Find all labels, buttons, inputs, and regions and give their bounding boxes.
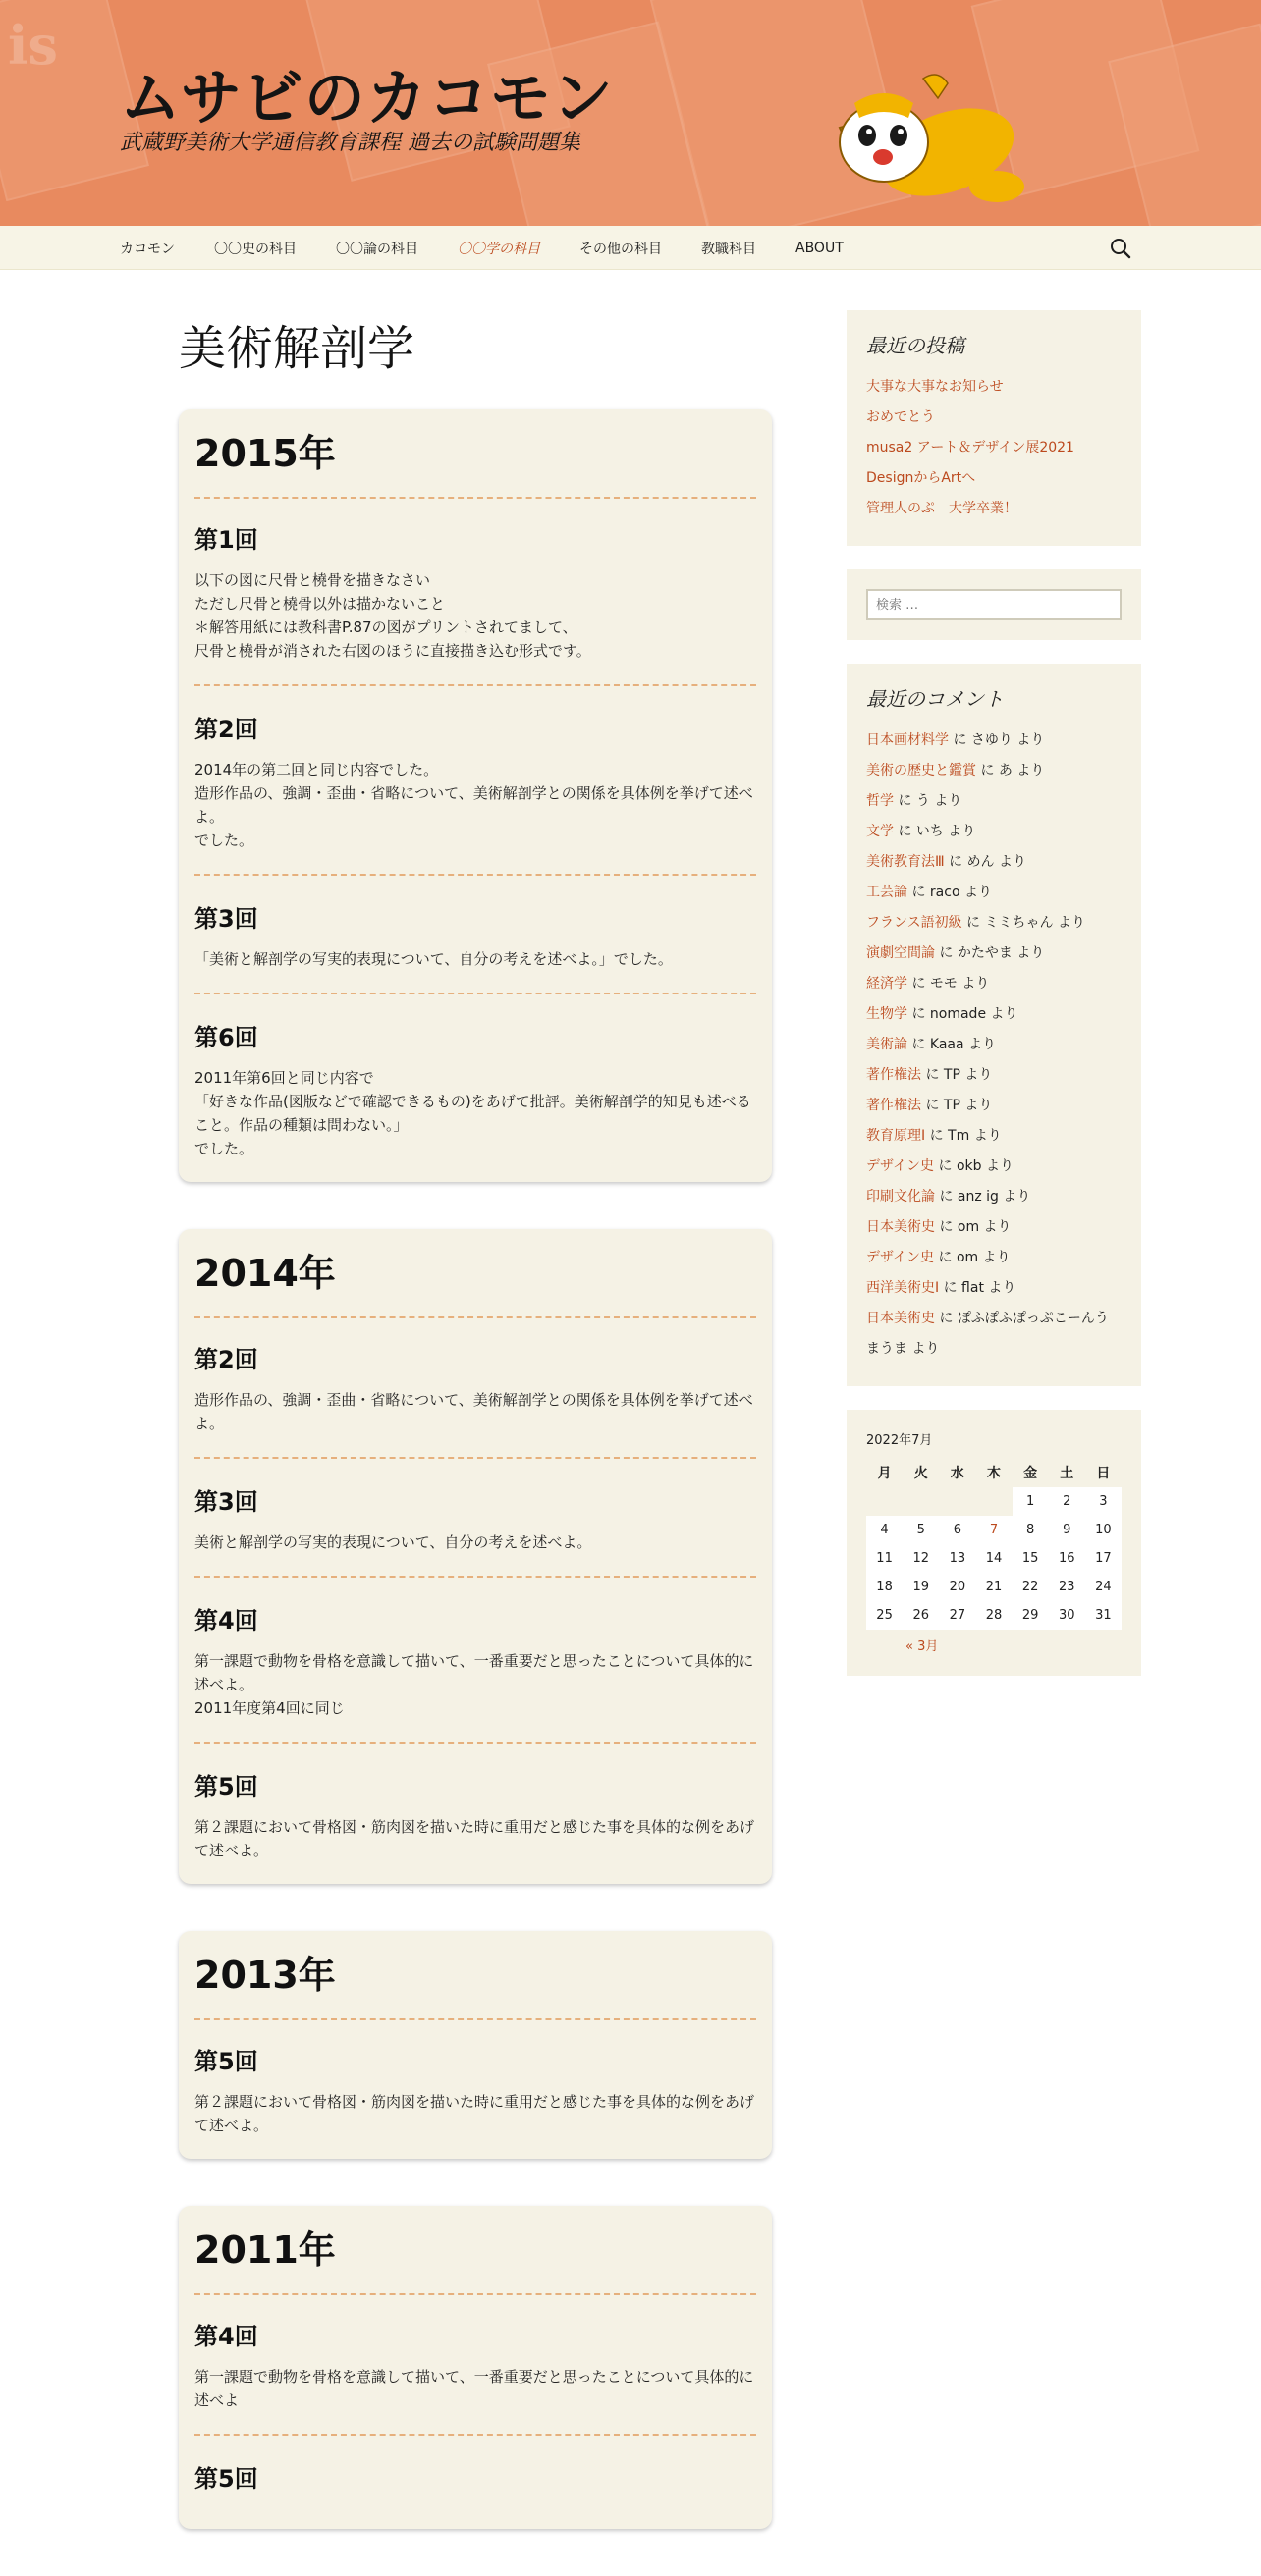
- calendar-day: 15: [1013, 1544, 1049, 1573]
- comment-by-word: より: [959, 885, 992, 900]
- comment-on-word: に: [935, 945, 958, 961]
- comment-author: ミミちゃん: [984, 915, 1054, 931]
- comment-post-link[interactable]: 演劇空間論: [866, 945, 935, 961]
- session-heading: 第1回: [194, 526, 258, 554]
- calendar-day: 4: [866, 1516, 903, 1544]
- calendar-day: 12: [903, 1544, 939, 1573]
- comment-author: ぽふぽふぽっぷこーんうまうま: [866, 1311, 1109, 1357]
- comment-author: Kaaa: [929, 1037, 964, 1052]
- session-text-line: 第一課題で動物を骨格を意識して描いて、一番重要だと思ったことについて具体的に述べよ。: [194, 1652, 754, 1693]
- comment-on-word: に: [894, 824, 916, 839]
- year-heading: 2014年: [194, 1243, 756, 1318]
- recent-post-link[interactable]: 大事な大事なお知らせ: [866, 379, 1004, 395]
- calendar-weekday: 木: [986, 1466, 1001, 1481]
- comment-post-link[interactable]: 工芸論: [866, 885, 907, 900]
- exam-session: [194, 1601, 756, 1744]
- recent-comment-item: [866, 1212, 1122, 1243]
- exam-years-list: [179, 409, 772, 2529]
- year-card: [179, 409, 772, 1182]
- comment-on-word: に: [907, 976, 930, 992]
- session-heading: 第5回: [194, 2048, 258, 2075]
- recent-comment-item: [866, 786, 1122, 817]
- comment-on-word: に: [907, 1037, 930, 1052]
- calendar-day: 24: [1085, 1573, 1122, 1601]
- calendar-week: [866, 1487, 1122, 1516]
- comment-author: さゆり: [970, 732, 1013, 748]
- session-text-line: 「好きな作品(図版などで確認できるもの)をあげて批評。美術解剖学的知見も述べること。作品の種類は問わない。」: [194, 1093, 751, 1134]
- comment-author: かたやま: [957, 945, 1013, 961]
- site-header: [0, 0, 1261, 226]
- recent-comment-item: [866, 1091, 1122, 1121]
- session-text-line: 美術と解剖学の写実的表現について、自分の考えを述べよ。: [194, 1533, 592, 1551]
- recent-comment-item: [866, 1030, 1122, 1060]
- recent-comment-item: [866, 999, 1122, 1030]
- calendar-day: 30: [1049, 1601, 1085, 1630]
- recent-comment-item: [866, 1273, 1122, 1304]
- calendar-day: 1: [1013, 1487, 1049, 1516]
- nav-item[interactable]: 〇〇学の科目: [458, 241, 540, 257]
- comment-on-word: に: [961, 915, 985, 931]
- comment-by-word: より: [907, 1341, 940, 1357]
- recent-posts-title: 最近の投稿: [866, 334, 964, 357]
- session-heading: 第4回: [194, 2323, 258, 2350]
- comment-on-word: に: [976, 763, 999, 778]
- comment-post-link[interactable]: 美術論: [866, 1037, 907, 1052]
- comment-by-word: より: [983, 1280, 1016, 1296]
- comment-on-word: に: [921, 1098, 944, 1113]
- calendar-weekday: 土: [1060, 1466, 1074, 1481]
- comment-by-word: より: [994, 854, 1027, 870]
- recent-comment-item: [866, 1243, 1122, 1273]
- comment-on-word: に: [921, 1067, 944, 1083]
- calendar-day: 21: [975, 1573, 1012, 1601]
- year-heading: 2015年: [194, 423, 756, 499]
- recent-post-link[interactable]: おめでとう: [866, 409, 935, 425]
- session-heading: 第2回: [194, 716, 258, 743]
- session-heading: 第5回: [194, 2465, 258, 2493]
- comment-by-word: より: [981, 1158, 1014, 1174]
- comment-by-word: より: [959, 1067, 993, 1083]
- exam-session: [194, 1767, 756, 1862]
- calendar-weekday: 日: [1096, 1466, 1111, 1481]
- calendar-day: 16: [1049, 1544, 1085, 1573]
- comment-post-link[interactable]: 著作権法: [866, 1067, 921, 1083]
- comment-post-link[interactable]: 美術教育法Ⅲ: [866, 854, 945, 870]
- nav-item[interactable]: 〇〇論の科目: [336, 241, 418, 257]
- calendar-day: 10: [1085, 1516, 1122, 1544]
- comment-post-link[interactable]: デザイン史: [866, 1250, 935, 1265]
- calendar-day: 18: [866, 1573, 903, 1601]
- session-text-line: 2011年度第4回に同じ: [194, 1699, 345, 1717]
- comment-post-link[interactable]: 哲学: [866, 793, 894, 809]
- comment-by-word: より: [978, 1250, 1011, 1265]
- comment-author: う: [915, 793, 930, 809]
- comment-author: TP: [943, 1098, 960, 1113]
- nav-item[interactable]: 教職科目: [701, 241, 756, 257]
- session-heading: 第5回: [194, 1773, 258, 1800]
- session-text-line: 尺骨と橈骨が消された右図のほうに直接描き込む形式です。: [194, 642, 591, 660]
- comment-on-word: に: [907, 1006, 930, 1022]
- comment-post-link[interactable]: 教育原理Ⅰ: [866, 1128, 926, 1144]
- calendar-empty-cell: [939, 1487, 975, 1516]
- search-widget: [847, 569, 1141, 640]
- calendar-day: 2: [1049, 1487, 1085, 1516]
- mascot-flying-squirrel-icon: [800, 59, 1026, 216]
- comment-author: TP: [943, 1067, 960, 1083]
- comment-post-link[interactable]: 生物学: [866, 1006, 907, 1022]
- exam-session: [194, 710, 756, 876]
- calendar-day: 31: [1085, 1601, 1122, 1630]
- calendar-day: 19: [903, 1573, 939, 1601]
- comment-by-word: より: [1012, 945, 1045, 961]
- recent-comment-item: [866, 1152, 1122, 1182]
- comment-by-word: より: [1012, 763, 1045, 778]
- session-text-line: 第２課題において骨格図・筋肉図を描いた時に重用だと感じた事を具体的な例をあげて述べよ。: [194, 1818, 755, 1859]
- recent-comment-item: [866, 847, 1122, 878]
- recent-posts-widget: [847, 310, 1141, 546]
- session-text-line: 「美術と解剖学の写実的表現について、自分の考えを述べよ。」でした。: [194, 950, 673, 968]
- session-text-line: 2014年の第二回と同じ内容でした。: [194, 761, 439, 778]
- comment-author: Tm: [948, 1128, 970, 1144]
- exam-session: [194, 520, 756, 686]
- comment-author: flat: [961, 1280, 984, 1296]
- calendar-table: [866, 1458, 1122, 1630]
- comment-post-link[interactable]: 日本美術史: [866, 1219, 935, 1235]
- calendar-day: 26: [903, 1601, 939, 1630]
- calendar-week: [866, 1601, 1122, 1630]
- comment-author: raco: [929, 885, 960, 900]
- year-card: [179, 1931, 772, 2159]
- site-description: 武蔵野美術大学通信教育課程 過去の試験問題集: [120, 131, 580, 155]
- recent-comment-item: [866, 1121, 1122, 1152]
- calendar-prev-month-link[interactable]: « 3月: [905, 1639, 939, 1654]
- recent-post-link[interactable]: 管理人のぷ 大学卒業！: [866, 501, 1017, 516]
- recent-comments-widget: [847, 664, 1141, 1386]
- comment-by-word: より: [998, 1189, 1031, 1205]
- calendar-empty-cell: [975, 1487, 1012, 1516]
- comment-by-word: より: [969, 1128, 1002, 1144]
- header-bg-lettering: is: [8, 14, 58, 77]
- exam-session: [194, 1018, 756, 1160]
- calendar-week: [866, 1516, 1122, 1544]
- calendar-weekday: 水: [950, 1466, 964, 1481]
- comment-on-word: に: [935, 1311, 958, 1326]
- recent-comment-item: [866, 878, 1122, 908]
- comment-by-word: より: [929, 793, 962, 809]
- nav-item[interactable]: カコモン: [120, 241, 175, 257]
- recent-comments-list: [866, 725, 1122, 1365]
- calendar-caption: 2022年7月: [866, 1433, 933, 1448]
- year-heading: 2011年: [194, 2220, 756, 2295]
- session-text-line: ＊解答用紙には教科書P.87の図がプリントされてまして、: [194, 618, 577, 636]
- calendar-day: 27: [939, 1601, 975, 1630]
- recent-posts-list: [866, 372, 1122, 524]
- recent-comment-item: [866, 756, 1122, 786]
- calendar-day: 17: [1085, 1544, 1122, 1573]
- calendar-day: 20: [939, 1573, 975, 1601]
- comment-by-word: より: [963, 1037, 997, 1052]
- calendar-day: 22: [1013, 1573, 1049, 1601]
- comment-on-word: に: [907, 885, 930, 900]
- session-text-line: 2011年第6回と同じ内容で: [194, 1069, 374, 1087]
- recent-comment-item: [866, 1304, 1122, 1365]
- comment-by-word: より: [986, 1006, 1018, 1022]
- comment-post-link[interactable]: 西洋美術史Ⅰ: [866, 1280, 940, 1296]
- comment-author: めん: [966, 854, 995, 870]
- year-card: [179, 2206, 772, 2529]
- calendar-widget: [847, 1410, 1141, 1676]
- calendar-day: 25: [866, 1601, 903, 1630]
- comment-on-word: に: [934, 1250, 957, 1265]
- page-title: 美術解剖学: [179, 321, 415, 376]
- calendar-day: 9: [1049, 1516, 1085, 1544]
- session-heading: 第3回: [194, 905, 258, 933]
- calendar-day: 14: [975, 1544, 1012, 1573]
- recent-comment-item: [866, 817, 1122, 847]
- session-text-line: 第一課題で動物を骨格を意識して描いて、一番重要だと思ったことについて具体的に述べよ: [194, 2368, 754, 2409]
- comment-author: om: [957, 1219, 980, 1235]
- exam-session: [194, 2317, 756, 2436]
- main-content: [179, 310, 772, 2576]
- comment-author: モモ: [929, 976, 958, 992]
- comment-post-link[interactable]: 美術の歴史と鑑賞: [866, 763, 976, 778]
- exam-session: [194, 2459, 756, 2494]
- recent-post-link[interactable]: musa2 アート＆デザイン展2021: [866, 440, 1074, 456]
- nav-item[interactable]: その他の科目: [579, 241, 662, 257]
- session-text-line: 以下の図に尺骨と橈骨を描きなさい: [194, 571, 431, 589]
- comment-by-word: より: [957, 976, 990, 992]
- nav-menu: [120, 226, 883, 270]
- comment-author: anz ig: [957, 1189, 999, 1205]
- recent-comment-item: [866, 939, 1122, 969]
- sidebar: [847, 310, 1141, 1699]
- calendar-day: 13: [939, 1544, 975, 1573]
- year-heading: 2013年: [194, 1945, 756, 2020]
- calendar-body: [866, 1487, 1122, 1630]
- comment-post-link[interactable]: 印刷文化論: [866, 1189, 935, 1205]
- year-card: [179, 1229, 772, 1884]
- comment-author: okb: [956, 1158, 982, 1174]
- calendar-day: 5: [903, 1516, 939, 1544]
- comment-by-word: より: [959, 1098, 993, 1113]
- calendar-week: [866, 1544, 1122, 1573]
- recent-comment-item: [866, 725, 1122, 756]
- recent-comments-title: 最近のコメント: [866, 687, 1004, 711]
- comment-post-link[interactable]: 文学: [866, 824, 894, 839]
- calendar-day: 3: [1085, 1487, 1122, 1516]
- comment-by-word: より: [1053, 915, 1085, 931]
- comment-on-word: に: [935, 1219, 958, 1235]
- calendar-day: 28: [975, 1601, 1012, 1630]
- exam-session: [194, 899, 756, 994]
- comment-on-word: に: [935, 1189, 958, 1205]
- comment-post-link[interactable]: フランス語初級: [866, 915, 962, 931]
- comment-author: あ: [998, 763, 1013, 778]
- session-heading: 第2回: [194, 1346, 258, 1373]
- comment-post-link[interactable]: 経済学: [866, 976, 907, 992]
- comment-by-word: より: [943, 824, 976, 839]
- comment-post-link[interactable]: 日本画材料学: [866, 732, 949, 748]
- session-heading: 第4回: [194, 1607, 258, 1635]
- comment-on-word: に: [925, 1128, 949, 1144]
- comment-author: om: [956, 1250, 979, 1265]
- calendar-weekday: 月: [877, 1466, 892, 1481]
- calendar-empty-cell: [903, 1487, 939, 1516]
- session-text-line: 造形作品の、強調・歪曲・省略について、美術解剖学との関係を具体例を挙げて述べよ。: [194, 1391, 753, 1432]
- comment-on-word: に: [939, 1280, 962, 1296]
- comment-on-word: に: [894, 793, 916, 809]
- session-text-line: 造形作品の、強調・歪曲・省略について、美術解剖学との関係を具体例を挙げて述べよ。: [194, 784, 753, 826]
- session-text-line: 第２課題において骨格図・筋肉図を描いた時に重用だと感じた事を具体的な例をあげて述べよ。: [194, 2093, 755, 2134]
- search-icon[interactable]: [1110, 238, 1131, 259]
- exam-session: [194, 2042, 756, 2137]
- calendar-empty-cell: [866, 1487, 903, 1516]
- calendar-weekday: 金: [1023, 1466, 1038, 1481]
- calendar-week: [866, 1573, 1122, 1601]
- comment-on-word: に: [944, 854, 967, 870]
- calendar-day: 11: [866, 1544, 903, 1573]
- comment-on-word: に: [934, 1158, 957, 1174]
- recent-comment-item: [866, 969, 1122, 999]
- comment-by-word: より: [979, 1219, 1012, 1235]
- calendar-day: 23: [1049, 1573, 1085, 1601]
- calendar-weekday-row: [866, 1458, 1122, 1487]
- session-text-line: でした。: [194, 832, 254, 849]
- session-text-line: ただし尺骨と橈骨以外は描かないこと: [194, 595, 446, 613]
- calendar-day: 29: [1013, 1601, 1049, 1630]
- session-heading: 第3回: [194, 1488, 258, 1516]
- calendar-day: 8: [1013, 1516, 1049, 1544]
- exam-session: [194, 1340, 756, 1459]
- recent-comment-item: [866, 908, 1122, 939]
- comment-author: nomade: [929, 1006, 987, 1022]
- comment-author: いち: [915, 824, 944, 839]
- nav-item[interactable]: 〇〇史の科目: [214, 241, 297, 257]
- exam-session: [194, 1482, 756, 1578]
- main-navigation: [0, 226, 1261, 270]
- search-input[interactable]: [866, 589, 1122, 620]
- comment-on-word: に: [949, 732, 971, 748]
- recent-post-link[interactable]: DesignからArtへ: [866, 470, 976, 486]
- nav-item[interactable]: ABOUT: [795, 240, 844, 256]
- comment-post-link[interactable]: 日本美術史: [866, 1311, 935, 1326]
- comment-post-link[interactable]: 著作権法: [866, 1098, 921, 1113]
- recent-comment-item: [866, 1060, 1122, 1091]
- comment-post-link[interactable]: デザイン史: [866, 1158, 935, 1174]
- calendar-day: 6: [939, 1516, 975, 1544]
- comment-by-word: より: [1012, 732, 1045, 748]
- session-heading: 第6回: [194, 1024, 258, 1051]
- site-title[interactable]: ムサビのカコモン: [120, 62, 614, 134]
- recent-comment-item: [866, 1182, 1122, 1212]
- calendar-day[interactable]: 7: [975, 1516, 1012, 1544]
- calendar-weekday: 火: [913, 1466, 928, 1481]
- session-text-line: でした。: [194, 1140, 254, 1157]
